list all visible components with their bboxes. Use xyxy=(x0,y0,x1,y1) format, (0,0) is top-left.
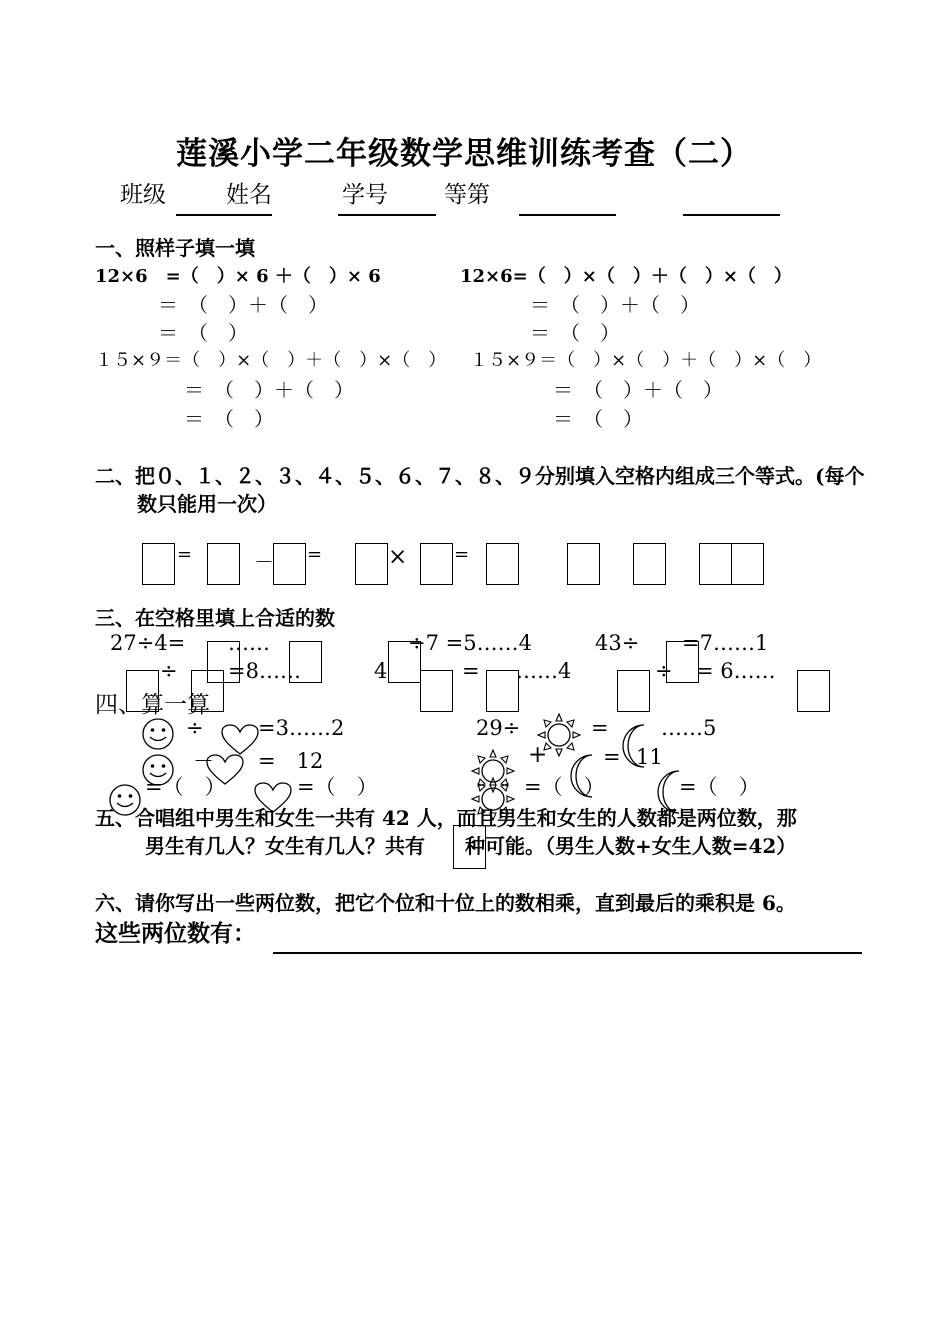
s5-answer-box[interactable] xyxy=(453,825,486,869)
s3-r2a: ÷ xyxy=(160,659,178,683)
s3-r2c: 4 xyxy=(374,659,388,683)
s1-eq-b1: 12×6=（ ）×（ ）＋（ ）×（ ） xyxy=(460,266,792,287)
s4-r8: =（ ） xyxy=(679,775,760,799)
grade-blank[interactable] xyxy=(683,214,780,216)
section2-heading-cont: 数只能用一次） xyxy=(137,492,277,516)
name-label: 姓名 xyxy=(226,182,272,208)
s3-r1d: 43÷ xyxy=(595,631,640,655)
s3-box-8[interactable] xyxy=(486,670,519,712)
s2-equals-2: = xyxy=(307,544,323,565)
number-blank[interactable] xyxy=(519,214,616,216)
s2-box-5[interactable] xyxy=(420,543,453,585)
s1-eq-c2: ＝ （ ）＋（ ） xyxy=(184,378,354,402)
s4-l4: = 12 xyxy=(258,749,324,773)
s3-r2f: ÷ xyxy=(655,659,673,683)
s3-r2g: = 6…… xyxy=(696,659,776,683)
s4-r6: 11 xyxy=(636,745,663,769)
s2-box-4[interactable] xyxy=(355,543,388,585)
s1-eq-d2: ＝ （ ）＋（ ） xyxy=(553,378,723,402)
s4-l2: =3……2 xyxy=(258,716,345,740)
s4-r4: + xyxy=(528,742,548,768)
s4-r5: = xyxy=(603,745,621,769)
class-blank[interactable] xyxy=(176,214,272,216)
s3-r1a: 27÷4= xyxy=(110,631,186,655)
s1-eq-c3: ＝ （ ） xyxy=(184,407,274,431)
s4-r2: = xyxy=(591,716,609,740)
s2-box-9[interactable] xyxy=(699,543,732,585)
s2-box-2[interactable] xyxy=(207,543,240,585)
s4-l6: =（ ） xyxy=(297,775,378,799)
s3-box-4[interactable] xyxy=(666,641,699,683)
s1-eq-a1: 12×6 =（ ）× 6 ＋（ ）× 6 xyxy=(95,266,381,287)
grade-label: 等第 xyxy=(444,182,490,208)
number-label: 学号 xyxy=(342,182,388,208)
smiley-icon xyxy=(141,718,175,750)
section1-heading: 一、照样子填一填 xyxy=(95,236,255,260)
heart-icon xyxy=(221,724,259,756)
section3-heading: 三、在空格里填上合适的数 xyxy=(95,606,335,630)
s3-r1c: ÷7 =5……4 xyxy=(408,631,532,655)
s2-box-8[interactable] xyxy=(633,543,666,585)
s3-r1b: …… xyxy=(228,631,270,655)
s2-box-6[interactable] xyxy=(486,543,519,585)
s1-eq-d1: １５×９＝（ ）×（ ）＋（ ）×（ ） xyxy=(470,350,822,371)
s1-eq-c1: １５×９＝（ ）×（ ）＋（ ）×（ ） xyxy=(95,350,447,371)
s1-eq-a3: ＝ （ ） xyxy=(158,321,248,345)
s1-eq-b2: ＝ （ ）＋（ ） xyxy=(530,293,700,317)
name-blank[interactable] xyxy=(338,214,436,216)
s3-r1e: =7……1 xyxy=(682,631,769,655)
s4-r1: 29÷ xyxy=(476,716,521,740)
s3-box-9[interactable] xyxy=(617,670,650,712)
s2-box-7[interactable] xyxy=(567,543,600,585)
s2-equals-1: = xyxy=(177,544,193,565)
s3-box-7[interactable] xyxy=(420,670,453,712)
s4-l3: － xyxy=(193,749,214,773)
s4-l5: =（ ） xyxy=(145,775,226,799)
s2-box-1[interactable] xyxy=(142,543,175,585)
class-label: 班级 xyxy=(120,182,166,208)
s6-answer-line[interactable] xyxy=(273,952,862,954)
s3-r2b: =8…… xyxy=(228,659,301,683)
s3-box-2[interactable] xyxy=(289,641,322,683)
s4-l1: ÷ xyxy=(186,716,204,740)
s4-r3: ……5 xyxy=(661,716,717,740)
section5-line2: 男生有几人？女生有几人？共有 种可能。（男生人数+女生人数=42） xyxy=(145,834,797,858)
s3-r2d: = xyxy=(462,659,480,683)
s3-box-10[interactable] xyxy=(797,670,830,712)
section2-heading: 二、把０、１、２、３、４、５、６、７、８、９分别填入空格内组成三个等式。(每个 xyxy=(95,464,865,488)
s1-eq-d3: ＝ （ ） xyxy=(553,407,643,431)
s1-eq-b3: ＝ （ ） xyxy=(530,321,620,345)
section4-heading: 四、算一算 xyxy=(95,692,210,718)
s2-box-3[interactable] xyxy=(273,543,306,585)
s2-minus: － xyxy=(254,550,274,574)
s1-eq-a2: ＝ （ ）＋（ ） xyxy=(158,293,328,317)
s3-box-3[interactable] xyxy=(388,641,421,683)
s2-times: × xyxy=(388,544,408,570)
section6-line2: 这些两位数有： xyxy=(95,920,256,947)
page-title: 莲溪小学二年级数学思维训练考查（二） xyxy=(176,136,752,172)
s2-equals-3: = xyxy=(454,544,470,565)
section6-line1: 六、请你写出一些两位数，把它个位和十位上的数相乘，直到最后的乘积是 6。 xyxy=(95,891,796,915)
s2-box-10[interactable] xyxy=(731,543,764,585)
s3-r2e: ……4 xyxy=(516,659,572,683)
s4-r7: =（ ） xyxy=(524,775,605,799)
section5-heading: 五、合唱组中男生和女生一共有 42 人，而且男生和女生的人数都是两位数，那 xyxy=(95,806,797,830)
